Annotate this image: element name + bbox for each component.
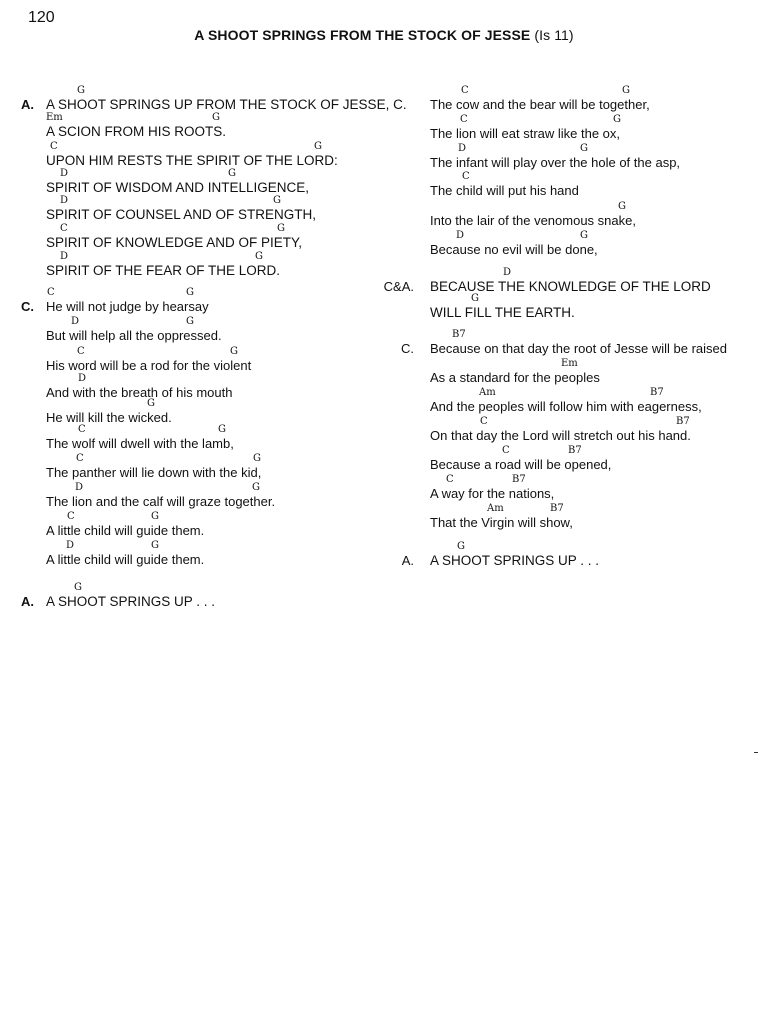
chord-symbol: G <box>74 582 82 593</box>
chord-row <box>430 503 765 515</box>
chord-symbol: Em <box>561 358 578 369</box>
chord-symbol: G <box>228 168 236 179</box>
chord-symbol: D <box>456 230 465 241</box>
song-title-block <box>0 27 768 43</box>
edge-mark <box>754 752 758 753</box>
lyric-line <box>430 267 765 295</box>
chord-symbol: C <box>480 416 488 427</box>
lyric-line <box>46 398 426 426</box>
lyric-text: Into the lair of the venomous snake, <box>430 213 636 228</box>
chord-row <box>430 474 765 486</box>
speaker-label: A. <box>21 97 34 112</box>
lyric-text: A SHOOT SPRINGS UP . . . <box>430 553 600 568</box>
lyric-text: A little child will guide them. <box>46 552 205 567</box>
lyric-text: WILL FILL THE EARTH. <box>430 305 575 320</box>
chord-symbol: C <box>446 474 454 485</box>
lyric-text: He will kill the wicked. <box>46 410 172 425</box>
chord-symbol: G <box>77 85 85 96</box>
chord-symbol: G <box>151 511 159 522</box>
chord-row <box>430 171 765 183</box>
lyric-line <box>46 168 426 196</box>
chord-row <box>430 85 765 97</box>
lyric-line <box>46 195 426 223</box>
chord-symbol: C <box>502 445 510 456</box>
lyric-text: The child will put his hand <box>430 183 579 198</box>
lyric-text: The lion will eat straw like the ox, <box>430 126 621 141</box>
lyric-text: Because no evil will be done, <box>430 242 598 257</box>
speaker-label: C. <box>401 341 414 356</box>
lyric-line <box>46 287 426 315</box>
lyric-line <box>46 540 426 568</box>
chord-symbol: G <box>253 453 261 464</box>
chord-symbol: G <box>277 223 285 234</box>
lyric-text: But will help all the oppressed. <box>46 328 222 343</box>
lyric-line <box>430 503 765 531</box>
lyric-text: His word will be a rod for the violent <box>46 358 252 373</box>
chord-symbol: G <box>618 201 626 212</box>
chord-row <box>46 316 426 328</box>
chord-symbol: C <box>50 141 58 152</box>
lyric-text: Because on that day the root of Jesse will be raised <box>430 341 728 356</box>
chord-symbol: G <box>457 541 465 552</box>
lyric-line <box>430 114 765 142</box>
chord-row <box>430 230 765 242</box>
chord-row <box>46 287 426 299</box>
lyric-line <box>430 445 765 473</box>
chord-row <box>46 453 426 465</box>
lyric-line <box>46 223 426 251</box>
chord-symbol: G <box>580 230 588 241</box>
chord-symbol: D <box>60 195 69 206</box>
chord-symbol: G <box>212 112 220 123</box>
lyric-line <box>46 424 426 452</box>
lyric-text: A little child will guide them. <box>46 523 205 538</box>
lyric-line <box>430 387 765 415</box>
chord-row <box>430 387 765 399</box>
lyric-line <box>46 453 426 481</box>
lyric-line <box>430 329 765 357</box>
chord-symbol: C <box>47 287 55 298</box>
chord-symbol: B7 <box>550 503 564 514</box>
lyric-line <box>430 85 765 113</box>
chord-symbol: B7 <box>452 329 466 340</box>
chord-row <box>46 251 426 263</box>
lyric-text: A SCION FROM HIS ROOTS. <box>46 124 227 139</box>
chord-row <box>46 346 426 358</box>
lyric-line <box>46 141 426 169</box>
lyric-line <box>430 358 765 386</box>
lyric-line <box>46 511 426 539</box>
chord-symbol: D <box>458 143 467 154</box>
lyric-text: The wolf will dwell with the lamb, <box>46 436 234 451</box>
lyric-text: SPIRIT OF KNOWLEDGE AND OF PIETY, <box>46 235 303 250</box>
chord-symbol: D <box>60 251 69 262</box>
lyric-text: The cow and the bear will be together, <box>430 97 650 112</box>
chord-row <box>46 168 426 180</box>
lyric-line <box>46 582 426 610</box>
chord-row <box>46 582 426 594</box>
lyric-text: That the Virgin will show, <box>430 515 573 530</box>
chord-symbol: G <box>151 540 159 551</box>
chord-row <box>430 541 765 553</box>
chord-row <box>46 223 426 235</box>
lyric-line <box>430 293 765 321</box>
chord-symbol: D <box>75 482 84 493</box>
lyric-text: Because a road will be opened, <box>430 457 612 472</box>
chord-symbol: B7 <box>512 474 526 485</box>
chord-symbol: G <box>186 316 194 327</box>
chord-row <box>46 398 426 410</box>
chord-row <box>46 482 426 494</box>
chord-row <box>430 293 765 305</box>
lyric-line <box>430 230 765 258</box>
chord-symbol: D <box>78 373 87 384</box>
chord-symbol: B7 <box>568 445 582 456</box>
chord-row <box>430 329 765 341</box>
chord-row <box>46 195 426 207</box>
lyric-line <box>430 143 765 171</box>
song-title: A SHOOT SPRINGS FROM THE STOCK OF JESSE <box>194 27 531 43</box>
speaker-label: A. <box>401 553 414 568</box>
lyric-text: SPIRIT OF WISDOM AND INTELLIGENCE, <box>46 180 310 195</box>
chord-symbol: C <box>461 85 469 96</box>
lyric-line <box>46 346 426 374</box>
chord-symbol: C <box>60 223 68 234</box>
chord-row <box>430 201 765 213</box>
chord-symbol: G <box>252 482 260 493</box>
chord-symbol: G <box>186 287 194 298</box>
lyric-text: A SHOOT SPRINGS UP . . . <box>46 594 216 609</box>
chord-row <box>46 424 426 436</box>
chord-symbol: D <box>503 267 512 278</box>
chord-symbol: G <box>230 346 238 357</box>
chord-row <box>46 141 426 153</box>
chord-symbol: D <box>60 168 69 179</box>
lyric-text: The panther will lie down with the kid, <box>46 465 262 480</box>
lyric-text: A SHOOT SPRINGS UP FROM THE STOCK OF JESSE, C. <box>46 97 407 112</box>
lyric-line <box>430 474 765 502</box>
chord-symbol: C <box>76 453 84 464</box>
chord-symbol: Em <box>46 112 63 123</box>
lyric-text: The infant will play over the hole of the asp, <box>430 155 681 170</box>
chord-symbol: B7 <box>676 416 690 427</box>
lyric-text: As a standard for the peoples <box>430 370 600 385</box>
lyric-line <box>46 316 426 344</box>
lyric-text: SPIRIT OF THE FEAR OF THE LORD. <box>46 263 281 278</box>
chord-symbol: G <box>314 141 322 152</box>
chord-symbol: G <box>255 251 263 262</box>
page-number: 120 <box>28 9 55 26</box>
chord-symbol: D <box>71 316 80 327</box>
chord-symbol: C <box>77 346 85 357</box>
chord-row <box>46 373 426 385</box>
lyric-text: UPON HIM RESTS THE SPIRIT OF THE LORD: <box>46 153 338 168</box>
chord-symbol: G <box>471 293 479 304</box>
lyric-line <box>430 541 765 569</box>
chord-row <box>430 114 765 126</box>
chord-symbol: G <box>613 114 621 125</box>
speaker-label: C. <box>21 299 34 314</box>
lyric-text: A way for the nations, <box>430 486 555 501</box>
lyric-text: On that day the Lord will stretch out his hand. <box>430 428 691 443</box>
chord-row <box>46 540 426 552</box>
lyric-line <box>46 482 426 510</box>
chord-symbol: G <box>273 195 281 206</box>
lyric-text: He will not judge by hearsay <box>46 299 209 314</box>
chord-symbol: C <box>78 424 86 435</box>
lyric-text: And the peoples will follow him with eagerness, <box>430 399 702 414</box>
lyric-line <box>430 201 765 229</box>
chord-symbol: C <box>460 114 468 125</box>
chord-row <box>430 358 765 370</box>
speaker-label: A. <box>21 594 34 609</box>
lyric-text: BECAUSE THE KNOWLEDGE OF THE LORD <box>430 279 711 294</box>
chord-symbol: G <box>147 398 155 409</box>
chord-row <box>46 112 426 124</box>
lyric-text: And with the breath of his mouth <box>46 385 233 400</box>
chord-symbol: Am <box>487 503 504 514</box>
lyric-text: SPIRIT OF COUNSEL AND OF STRENGTH, <box>46 207 317 222</box>
chord-symbol: G <box>580 143 588 154</box>
lyric-line <box>46 251 426 279</box>
speaker-label: C&A. <box>383 279 414 294</box>
chord-row <box>430 267 765 279</box>
lyric-line <box>46 112 426 140</box>
chord-symbol: C <box>462 171 470 182</box>
chord-symbol: C <box>67 511 75 522</box>
chord-row <box>46 85 426 97</box>
scripture-reference: (Is 11) <box>534 27 574 43</box>
chord-symbol: Am <box>479 387 496 398</box>
chord-symbol: B7 <box>650 387 664 398</box>
lyric-text: The lion and the calf will graze together. <box>46 494 276 509</box>
chord-row <box>430 445 765 457</box>
lyric-line <box>430 171 765 199</box>
chord-symbol: G <box>622 85 630 96</box>
lyric-line <box>430 416 765 444</box>
lyric-line <box>46 373 426 401</box>
chord-row <box>46 511 426 523</box>
chord-symbol: D <box>66 540 75 551</box>
chord-row <box>430 143 765 155</box>
chord-symbol: G <box>218 424 226 435</box>
lyric-line <box>46 85 426 113</box>
chord-row <box>430 416 765 428</box>
